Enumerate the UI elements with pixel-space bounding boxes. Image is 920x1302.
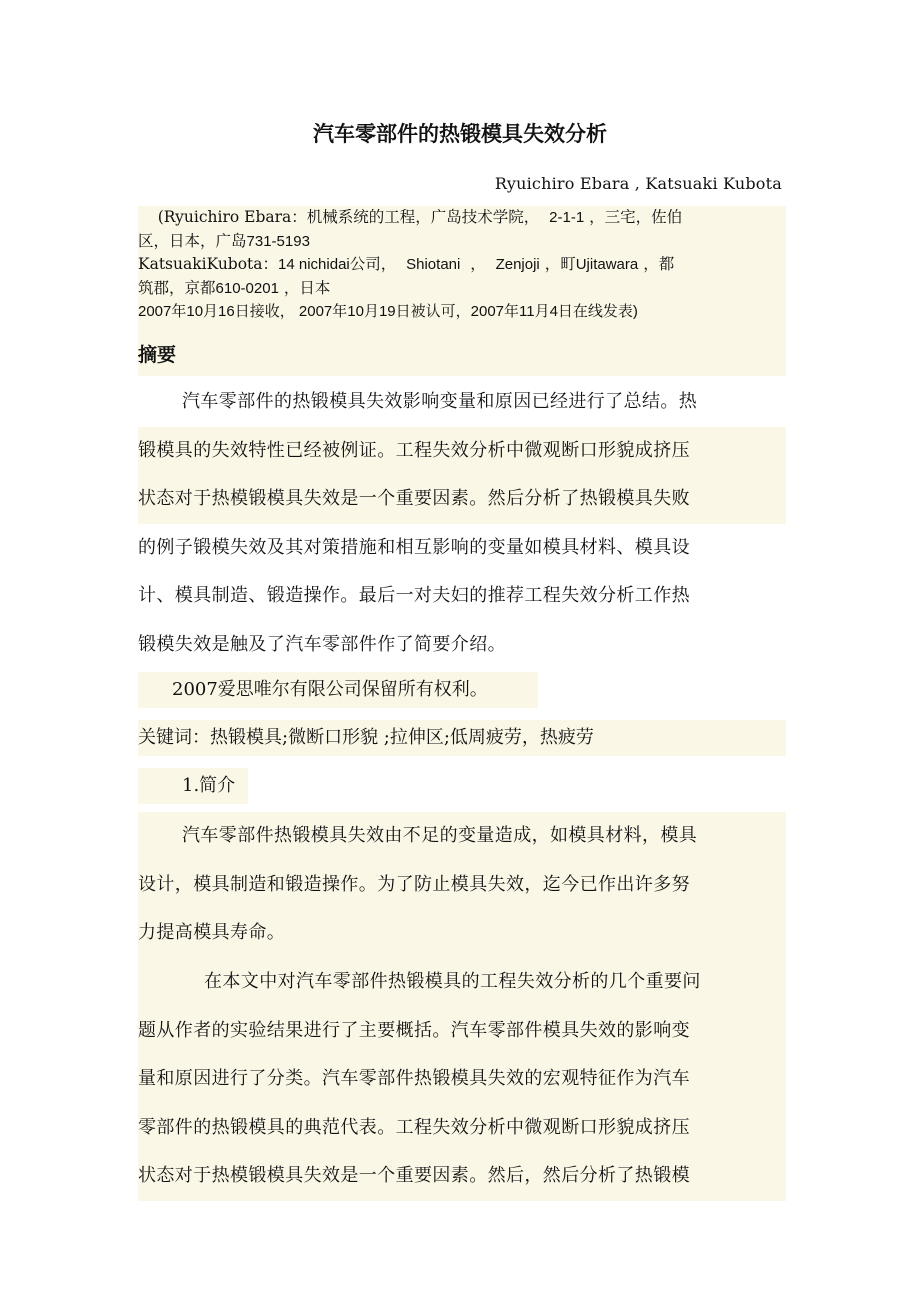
text-line: 零部件的热锻模具的典范代表。工程失效分析中微观断口形貌成挤压 (138, 1104, 786, 1153)
text-line: 汽车零部件的热锻模具失效影响变量和原因已经进行了总结。热 (182, 391, 698, 412)
affiliation-text: ， (470, 255, 486, 273)
keywords-line: 关键词：热锻模具;微断口形貌 ;拉伸区;低周疲劳，热疲劳 (138, 720, 786, 756)
text-line: 的例子锻模失效及其对策措施和相互影响的变量如模具材料、模具设 (138, 536, 690, 558)
affiliation-line (138, 277, 786, 301)
postal-code: 610-0201 (215, 279, 279, 297)
affiliation-text: Ujitawara (575, 256, 639, 273)
affiliation-text: 筑郡，京都 (138, 278, 216, 297)
abstract-heading: 摘要 (138, 340, 786, 376)
affiliation-line (138, 206, 786, 230)
affiliation-text: 区，日本，广岛 (138, 231, 247, 250)
affiliation-text: ，町 (544, 255, 576, 273)
abstract-paragraph (138, 378, 786, 669)
text-line: 题从作者的实验结果进行了主要概括。汽车零部件模具失效的影响变 (138, 1007, 786, 1056)
affiliation-text: Zenjoji (495, 256, 540, 273)
affiliation-text: 14 nichidai (278, 256, 350, 273)
received-dates: 2007年10月16日接收， 2007年10月19日被认可，2007年11月4日在线发表) (138, 303, 638, 320)
text-line: 量和原因进行了分类。汽车零部件热锻模具失效的宏观特征作为汽车 (138, 1055, 786, 1104)
text-line: 汽车零部件热锻模具失效由不足的变量造成，如模具材料，模具 (138, 812, 786, 861)
affiliation-text: (Ryuichiro Ebara：机械系统的工程，广岛技术学院， (157, 208, 540, 226)
text-line: 锻模失效是触及了汽车零部件作了简要介绍。 (138, 633, 506, 655)
affiliation-text: Shiotani (406, 256, 461, 273)
intro-paragraph-2 (138, 958, 786, 1201)
affiliation-line (138, 230, 786, 254)
text-line: 锻模具的失效特性已经被例证。工程失效分析中微观断口形貌成挤压 (138, 427, 786, 476)
section-heading-introduction: 1.简介 (138, 768, 248, 804)
text-line: 在本文中对汽车零部件热锻模具的工程失效分析的几个重要问 (138, 958, 786, 1007)
postal-code: 731-5193 (246, 232, 310, 250)
affiliation-text: ，三宅，佐伯 (589, 208, 683, 226)
affiliation-text: ，都 (643, 255, 675, 273)
text-line: 状态对于热模锻模具失效是一个重要因素。然后分析了热锻模具失败 (138, 475, 786, 524)
document-title: 汽车零部件的热锻模具失效分析 (313, 122, 607, 146)
affiliation-line (138, 253, 786, 277)
affiliation-text: 公司， (349, 255, 397, 273)
intro-paragraph-1 (138, 812, 786, 958)
text-line: 计、模具制造、锻造操作。最后一对夫妇的推荐工程失效分析工作热 (138, 585, 690, 606)
author-line: Ryuichiro Ebara , Katsuaki Kubota (494, 174, 782, 193)
copyright-line: 2007爱思唯尔有限公司保留所有权利。 (138, 672, 538, 708)
affiliation-text: 2-1-1 (549, 209, 585, 226)
text-line: 状态对于热模锻模具失效是一个重要因素。然后，然后分析了热锻模 (138, 1152, 786, 1201)
text-line: 设计，模具制造和锻造操作。为了防止模具失效，迄今已作出许多努 (138, 861, 786, 910)
affiliation-text: KatsuakiKubota： (138, 255, 279, 273)
text-line: 力提高模具寿命。 (138, 909, 786, 958)
affiliation-text: ，日本 (283, 278, 331, 297)
